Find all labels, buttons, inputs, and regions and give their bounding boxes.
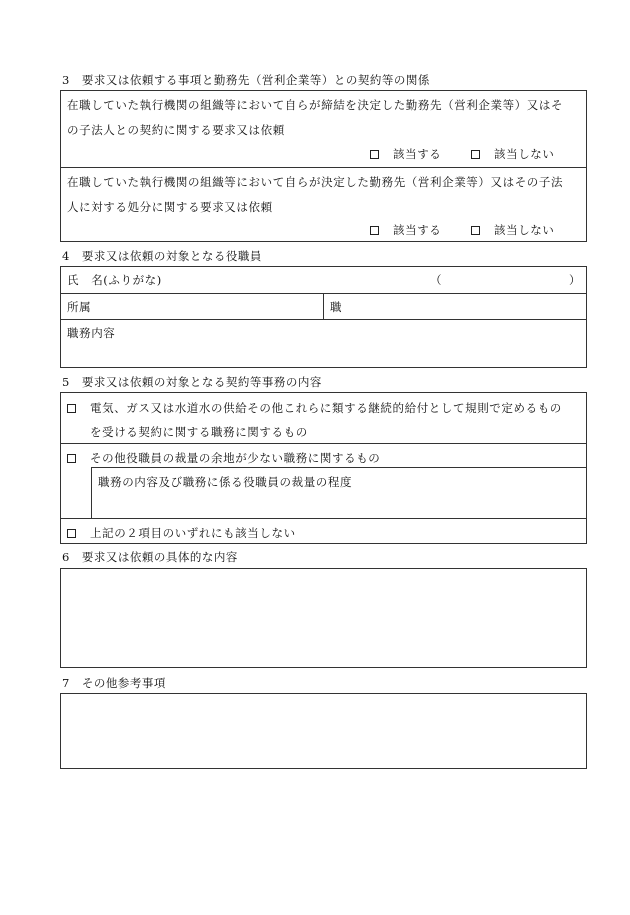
contract-no-option[interactable] [471, 146, 555, 162]
dept-title-divider [323, 294, 324, 319]
disposition-yes-label: 該当する [393, 223, 442, 237]
dept-title-row [61, 293, 586, 319]
checkbox-icon[interactable] [67, 529, 76, 538]
dept-label: 所属 [67, 300, 92, 314]
furigana-paren-open: （ [430, 273, 443, 287]
disposition-text-line2: 人に対する処分に関する要求又は依頼 [67, 200, 273, 214]
section7-heading: 7 その他参考事項 [62, 676, 166, 690]
discretion-detail-box[interactable] [91, 467, 587, 519]
section3-table [60, 90, 587, 242]
contract-yes-label: 該当する [393, 147, 442, 161]
duties-label: 職務内容 [67, 326, 116, 340]
name-label: 氏 名(ふりがな) [67, 273, 162, 287]
title-label: 職 [330, 300, 343, 314]
none-applicable-text: 上記の２項目のいずれにも該当しない [90, 526, 296, 540]
utility-contract-text-line1: 電気、ガス又は水道水の供給その他これらに類する継続的給付として規則で定めるもの [90, 401, 562, 415]
section3-heading: 3 要求又は依頼する事項と勤務先（営利企業等）との契約等の関係 [62, 73, 430, 87]
contract-text-line1: 在職していた執行機関の組織等において自らが締結を決定した勤務先（営利企業等）又はそ [67, 98, 564, 112]
duties-row[interactable] [61, 319, 586, 367]
contract-no-label: 該当しない [494, 147, 555, 161]
contract-row [61, 91, 586, 167]
utility-contract-row [61, 393, 586, 443]
checkbox-icon[interactable] [471, 150, 480, 159]
none-applicable-option[interactable] [67, 525, 296, 541]
utility-contract-text-line2: を受ける契約に関する職務に関するもの [90, 425, 308, 439]
checkbox-icon[interactable] [471, 226, 480, 235]
disposition-row [61, 167, 586, 241]
specific-content-box[interactable] [60, 568, 587, 668]
none-applicable-row [61, 518, 586, 543]
name-row[interactable] [61, 267, 586, 293]
utility-contract-option[interactable] [67, 400, 562, 416]
disposition-yes-option[interactable] [370, 222, 441, 238]
checkbox-icon[interactable] [370, 226, 379, 235]
low-discretion-option[interactable] [67, 450, 380, 466]
section5-heading: 5 要求又は依頼の対象となる契約等事務の内容 [62, 375, 322, 389]
contract-yes-option[interactable] [370, 146, 441, 162]
disposition-text-line1: 在職していた執行機関の組織等において自らが決定した勤務先（営利企業等）又はその子法 [67, 175, 564, 189]
other-reference-box[interactable] [60, 693, 587, 769]
checkbox-icon[interactable] [67, 454, 76, 463]
furigana-paren-close: ） [569, 273, 582, 287]
disposition-no-option[interactable] [471, 222, 555, 238]
contract-text-line2: の子法人との契約に関する要求又は依頼 [67, 123, 285, 137]
checkbox-icon[interactable] [370, 150, 379, 159]
section6-heading: 6 要求又は依頼の具体的な内容 [62, 550, 238, 564]
checkbox-icon[interactable] [67, 404, 76, 413]
low-discretion-row [61, 443, 586, 518]
section4-heading: 4 要求又は依頼の対象となる役職員 [62, 249, 262, 263]
low-discretion-text: その他役職員の裁量の余地が少ない職務に関するもの [90, 451, 381, 465]
disposition-no-label: 該当しない [494, 223, 555, 237]
section5-table [60, 392, 587, 544]
discretion-detail-label: 職務の内容及び職務に係る役職員の裁量の程度 [98, 475, 353, 489]
section4-table [60, 266, 587, 368]
